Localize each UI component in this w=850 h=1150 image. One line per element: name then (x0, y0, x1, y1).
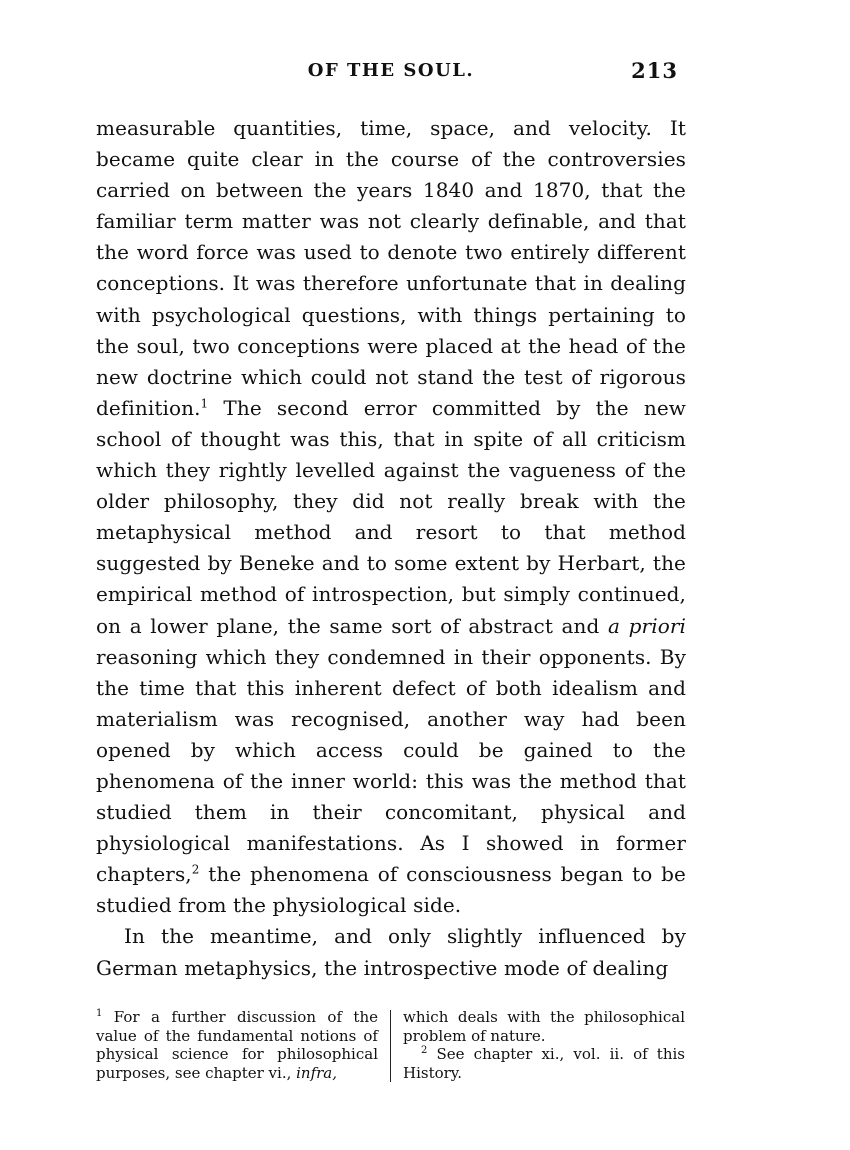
paragraph-1-segment-5: the phenomena of consciousness began to be studied from the physiological side. (96, 862, 686, 918)
paragraph-1-segment-2: The second error committed by the new school of thought was this, that in spite of all criticism which they rightly levelled against the vagueness of the older philosophy, they did not really break with the metaphysical method and resort to that method suggested by Beneke and to some extent by Herbart, the empirical method of introspection, but simply continued, on a lower plane, the same sort of abstract and (96, 395, 686, 638)
page-number: 213 (631, 58, 678, 83)
footnote-1-italic-infra: infra, (296, 1063, 338, 1082)
footnote-2-text: See chapter xi., vol. ii. of this History. (403, 1045, 685, 1082)
paragraph-1-italic-a-priori: a priori (608, 613, 686, 638)
footnote-ref-2: 2 (191, 862, 200, 877)
paragraph-1 (96, 113, 686, 921)
footnote-1-text: For a further discussion of the value of the fundamental notions of physical science for philosophical purposes, see chapter vi., (96, 1008, 378, 1082)
footnote-1-continuation: which deals with the philosophical problem of nature. (403, 1008, 685, 1045)
footnote-2-number: 2 (421, 1045, 428, 1057)
footnote-2 (403, 1045, 685, 1082)
footnote-column-right (403, 1008, 685, 1082)
paragraph-1-segment-1: measurable quantities, time, space, and velocity. It became quite clear in the course of the controversies carried on between the years 1840 and 1870, that the familiar term matter was not clearly definable, and that the word force was used to denote two entirely different conceptions. It was therefore unfortunate that in dealing with psychological questions, with things pertaining to the soul, two conceptions were placed at the head of the new doctrine which could not stand the test of rigorous definition. (96, 116, 686, 420)
paragraph-1-segment-4: reasoning which they condemned in their opponents. By the time that this inherent defect of both idealism and materialism was recognised, another way had been opened by which access could be gained to the phenomena of the inner world: this was the method that studied them in their concomitant, physical and physiological manifestations. As I showed in former chapters, (96, 644, 686, 887)
running-head-title: OF THE SOUL. (307, 60, 475, 81)
paragraph-2: In the meantime, and only slightly influenced by German metaphysics, the introspective mode of dealing (96, 924, 686, 980)
footnote-ref-1: 1 (200, 396, 209, 411)
running-head (96, 60, 686, 90)
footnote-1-number: 1 (96, 1008, 103, 1019)
footnote-column-left (96, 1008, 378, 1082)
footnotes (96, 1008, 686, 1084)
footnote-column-divider (390, 1010, 391, 1082)
body-text (96, 113, 686, 984)
